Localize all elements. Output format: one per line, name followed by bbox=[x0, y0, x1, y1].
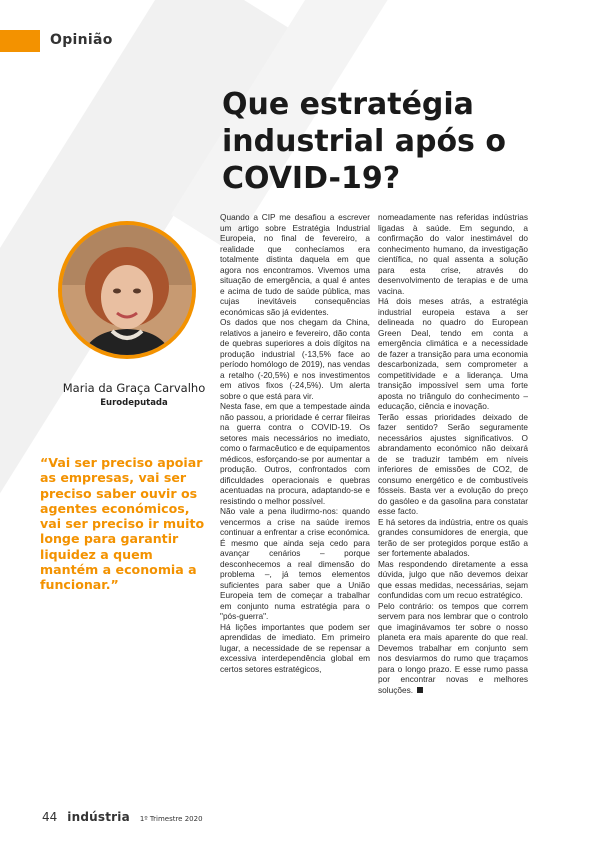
paragraph: Quando a CIP me desafiou a escrever um artigo sobre Estratégia Industrial Europeia, no final de fevereiro, a realidade que conhecíamos era totalmente distinta daquela em que agora nos encontramos. Vivemos uma situação de emergência, a qual é antes e acima de tudo de saúde pública, mas cujas inevitáveis consequências económicas são já evidentes. bbox=[220, 212, 370, 317]
paragraph: nomeadamente nas referidas indústrias ligadas à saúde. Em segundo, a confirmação do valor inestimável do conhecimento humano, da investigação científica, no qual assenta a solução para esta crise, através do desenvolvimento de terapias e de uma vacina. bbox=[378, 212, 528, 296]
paragraph: Há lições importantes que podem ser aprendidas de imediato. Em primeiro lugar, a necessidade de se repensar a excessiva interdependência global em certos setores estratégicos, bbox=[220, 621, 370, 674]
body-column-2 bbox=[378, 212, 528, 695]
paragraph: Os dados que nos chegam da China, relativos a janeiro e fevereiro, dão conta de quebras superiores a dois dígitos na produção industrial (-13,5% face ao período homólogo de 2019), nas vendas a retalho (-20,5%) e nos investimentos em ativos fixos (-24,5%). Um alerta sobre o que está para vir. bbox=[220, 317, 370, 401]
paragraph: E há setores da indústria, entre os quais grandes consumidores de energia, que terão de ser protegidos porque estão a ser fortemente abalados. bbox=[378, 516, 528, 558]
section-label: Opinião bbox=[50, 32, 113, 48]
section-marker bbox=[0, 30, 40, 52]
magazine-name: indústria bbox=[67, 810, 130, 824]
paragraph: Mas respondendo diretamente a essa dúvida, julgo que não devemos deixar que essas medidas, necessárias, sejam confundidas com um recuo estratégico. bbox=[378, 558, 528, 600]
paragraph: Há dois meses atrás, a estratégia industrial europeia estava a ser delineada no quadro do European Green Deal, tendo em conta a emergência climática e a necessidade de fazer a transição para uma economia descarbonizada, sem comprometer a competitividade e a liderança. Uma transição impossível sem uma forte aposta no triângulo do conhecimento – educação, ciência e inovação. bbox=[378, 296, 528, 411]
paragraph: Terão essas prioridades deixado de fazer sentido? Serão seguramente necessários ajustes significativos. O abrandamento económico não deixará de se traduzir também em níveis inferiores de emissões de CO2, de consumo energético e de combustíveis fósseis. Basta ver a evolução do preço do gasóleo e da gasolina para constatar esse facto. bbox=[378, 411, 528, 516]
page-number: 44 bbox=[42, 810, 58, 824]
paragraph-text: Pelo contrário: os tempos que correm servem para nos lembrar que o controlo que imaginávamos ter sobre o nosso planeta era mais aparente do que real. Devemos trabalhar em conjunto sem nos desviarmos do rumo que traçamos para o longo prazo. E esse rumo passa por encontrar novas e melhores soluções. bbox=[378, 600, 528, 695]
article-title: Que estratégia industrial após o COVID-19? bbox=[222, 87, 506, 196]
author-name: Maria da Graça Carvalho bbox=[62, 381, 206, 395]
pull-quote: “Vai ser preciso apoiar as empresas, vai ser preciso saber ouvir os agentes económicos, vai ser preciso ir muito longe para garantir liquidez a quem mantém a economia a funcionar.” bbox=[40, 455, 205, 593]
author-portrait bbox=[58, 221, 196, 359]
paragraph: Nesta fase, em que a tempestade ainda não passou, a prioridade é cerrar fileiras na guerra contra o COVID-19. Os setores mais necessários no imediato, como o farmacêutico e de equipamentos médicos, esforçando-se por aumentar a produção. Outros, confrontados com dificuldades operacionais e quebras acentuadas na procura, adaptando-se e resistindo o melhor possível. bbox=[220, 401, 370, 506]
issue-label: 1º Trimestre 2020 bbox=[139, 815, 203, 823]
author-role: Eurodeputada bbox=[100, 398, 168, 408]
page-footer bbox=[42, 810, 203, 824]
body-column-1 bbox=[220, 212, 370, 674]
end-mark-icon bbox=[417, 687, 423, 693]
paragraph-last bbox=[378, 601, 528, 696]
paragraph: Não vale a pena iludirmo-nos: quando vencermos a crise na saúde iremos continuar a enfrentar a crise económica. É mesmo que ainda seja cedo para avançar cenários – porque desconhecemos a real dimensão do problema –, já temos elementos suficientes para saber que a União Europeia tem de começar a trabalhar em conjunto numa estratégia para o "pós-guerra". bbox=[220, 506, 370, 621]
